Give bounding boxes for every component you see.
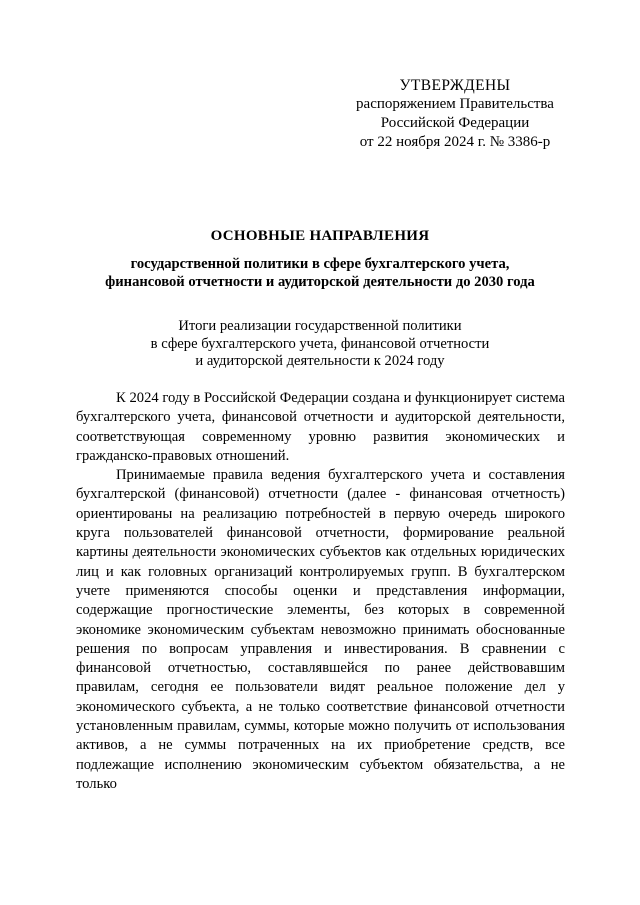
paragraph: К 2024 году в Российской Федерации создана и функционирует система бухгалтерского учета, финансовой отчетности и аудиторской деятельности, соответствующая современному уровню развития экономических и гражданско-правовых отношений. xyxy=(76,390,565,464)
approval-stamp xyxy=(350,76,560,152)
approval-heading: УТВЕРЖДЕНЫ xyxy=(399,77,511,94)
section-heading-line: в сфере бухгалтерского учета, финансовой отчетности xyxy=(150,335,490,352)
section-heading xyxy=(60,318,580,371)
body-text xyxy=(76,389,565,794)
approval-line: Российской Федерации xyxy=(380,115,530,131)
section-heading-line: Итоги реализации государственной политики xyxy=(178,318,462,334)
document-subtitle xyxy=(60,255,580,291)
document-title: ОСНОВНЫЕ НАПРАВЛЕНИЯ xyxy=(210,228,430,244)
approval-date-number: от 22 ноября 2024 г. № 3386-р xyxy=(359,134,551,150)
subtitle-line: государственной политики в сфере бухгалтерского учета, xyxy=(130,256,510,272)
approval-line: распоряжением Правительства xyxy=(356,96,554,112)
paragraph: Принимаемые правила ведения бухгалтерского учета и составления бухгалтерской (финансовой) отчетности (далее - финансовая отчетность) ориентированы на реализацию потребностей в первую очередь широкого круга пользователей финансовой отчетности, формирование реальной картины деятельности экономических субъектов как отдельных юридических лиц и как головных организаций контролируемых групп. В бухгалтерском учете применяются способы оценки и представления информации, содержащие прогностические элементы, без которых в современной экономике экономическим субъектам невозможно принимать обоснованные решения по вопросам управления и инвестирования. В сравнении с финансовой отчетностью, составлявшейся по ранее действовавшим правилам, сегодня ее пользователи видят реальное положение дел у экономического субъекта, а не только соответствие финансовой отчетности установленным правилам, суммы, которые можно получить от использования активов, а не суммы потраченных на их приобретение средств, все подлежащие исполнению экономическим субъектом обязательства, а не только xyxy=(76,467,565,792)
document-title-block xyxy=(60,227,580,291)
section-heading-line: и аудиторской деятельности к 2024 году xyxy=(195,353,445,369)
subtitle-line: финансовой отчетности и аудиторской деятельности до 2030 года xyxy=(105,274,535,290)
